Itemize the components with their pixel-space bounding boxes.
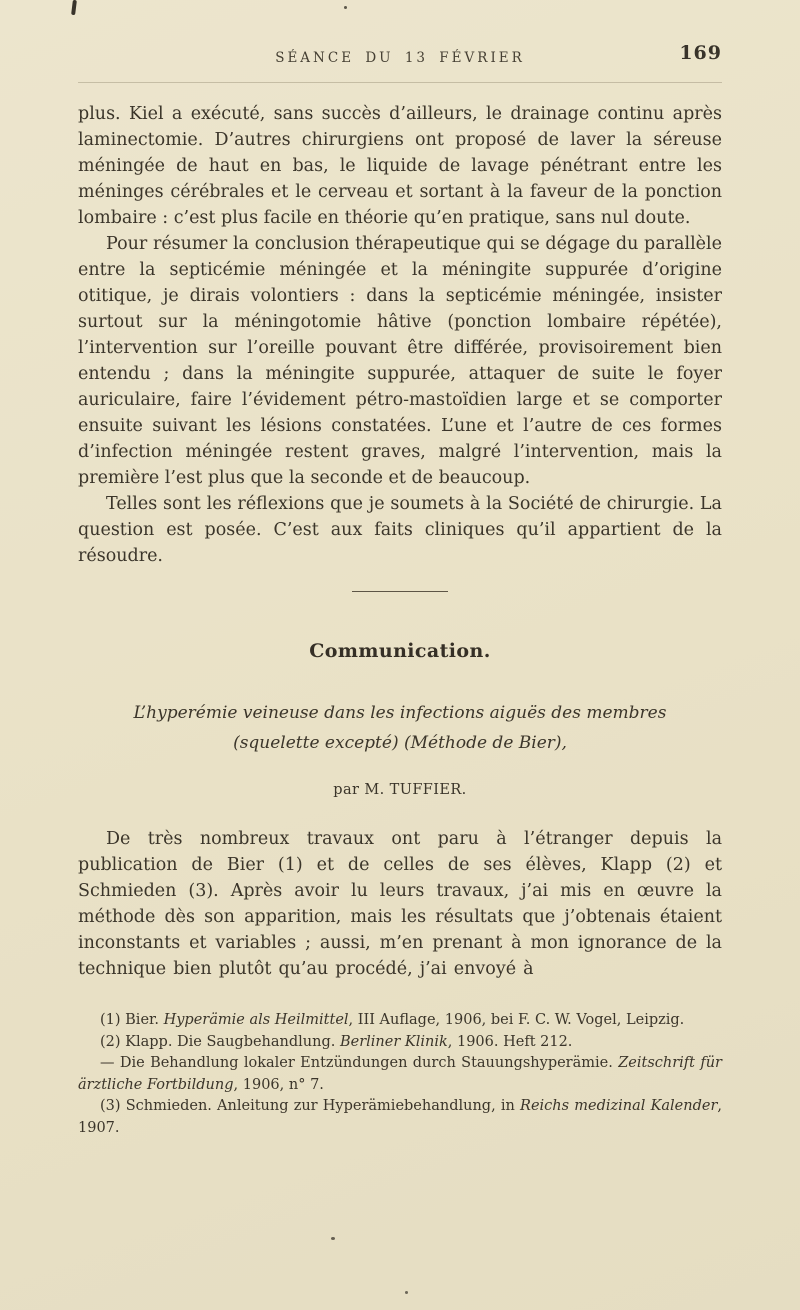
article-title: [78, 698, 722, 758]
section-divider: [352, 591, 448, 592]
running-header-title: SÉANCE DU 13 FÉVRIER: [275, 50, 525, 66]
footnote: (1) Bier. Hyperämie als Heilmittel, III Auflage, 1906, bei F. C. W. Vogel, Leipzig.: [100, 1012, 685, 1028]
page-header: [78, 0, 722, 83]
scan-artifact: [71, 0, 77, 15]
scan-artifact: [405, 1291, 408, 1294]
article-title-line1: L’hyperémie veineuse dans les infections aiguës des membres: [133, 703, 667, 723]
footnote: — Die Behandlung lokaler Entzündungen durch Stauungshyperämie. Zeitschrift für ärztliche Fortbildung, 1906, n° 7.: [78, 1055, 722, 1093]
paragraph: De très nombreux travaux ont paru à l’étranger depuis la publication de Bier (1) et de celles de ses élèves, Klapp (2) et Schmieden (3). Après avoir lu leurs travaux, j’ai mis en œuvre la méthode dès son apparition, mais les résultats que j’obtenais étaient inconstants et variables ; aussi, m’en prenant à mon ignorance de la technique bien plutôt qu’au procédé, j’ai envoyé à: [78, 829, 722, 979]
author-byline: par M. TUFFIER.: [333, 782, 467, 798]
paragraph: plus. Kiel a exécuté, sans succès d’ailleurs, le drainage continu après laminectomie. D’autres chirurgiens ont proposé de laver la séreuse méningée de haut en bas, le liquide de lavage pénétrant entre les méninges cérébrales et le cerveau et sortant à la faveur de la ponction lombaire : c’est plus facile en théorie qu’en pratique, sans nul doute.: [78, 104, 722, 228]
footnote: (2) Klapp. Die Saugbehandlung. Berliner Klinik, 1906. Heft 212.: [100, 1033, 573, 1050]
page-body: [78, 83, 722, 1139]
article-title-line2: (squelette excepté) (Méthode de Bier),: [233, 733, 567, 753]
footnote: (3) Schmieden. Anleitung zur Hyperämiebehandlung, in Reichs medizinal Kalender, 1907.: [78, 1098, 723, 1136]
paragraph: Pour résumer la conclusion thérapeutique qui se dégage du parallèle entre la septicémie méningée et la méningite suppurée d’origine otitique, je dirais volontiers : dans la septicémie méningée, insister surtout sur la méningotomie hâtive (ponction lombaire répétée), l’intervention sur l’oreille pouvant être différée, provisoirement bien entendu ; dans la méningite suppurée, attaquer de suite le foyer auriculaire, faire l’évidement pétro-mastoïdien large et se comporter ensuite suivant les lésions constatées. L’une et l’autre de ces formes d’infection méningée restent graves, malgré l’intervention, mais la première l’est plus que la seconde et de beaucoup.: [78, 234, 722, 488]
page-number: 169: [679, 42, 722, 64]
scan-artifact: [344, 6, 347, 9]
scan-artifact: [331, 1237, 335, 1240]
footnotes-block: [78, 1010, 722, 1139]
paragraph: Telles sont les réflexions que je soumets à la Société de chirurgie. La question est posée. C’est aux faits cliniques qu’il appartient de la résoudre.: [78, 494, 722, 566]
section-title: Communication.: [309, 640, 491, 662]
